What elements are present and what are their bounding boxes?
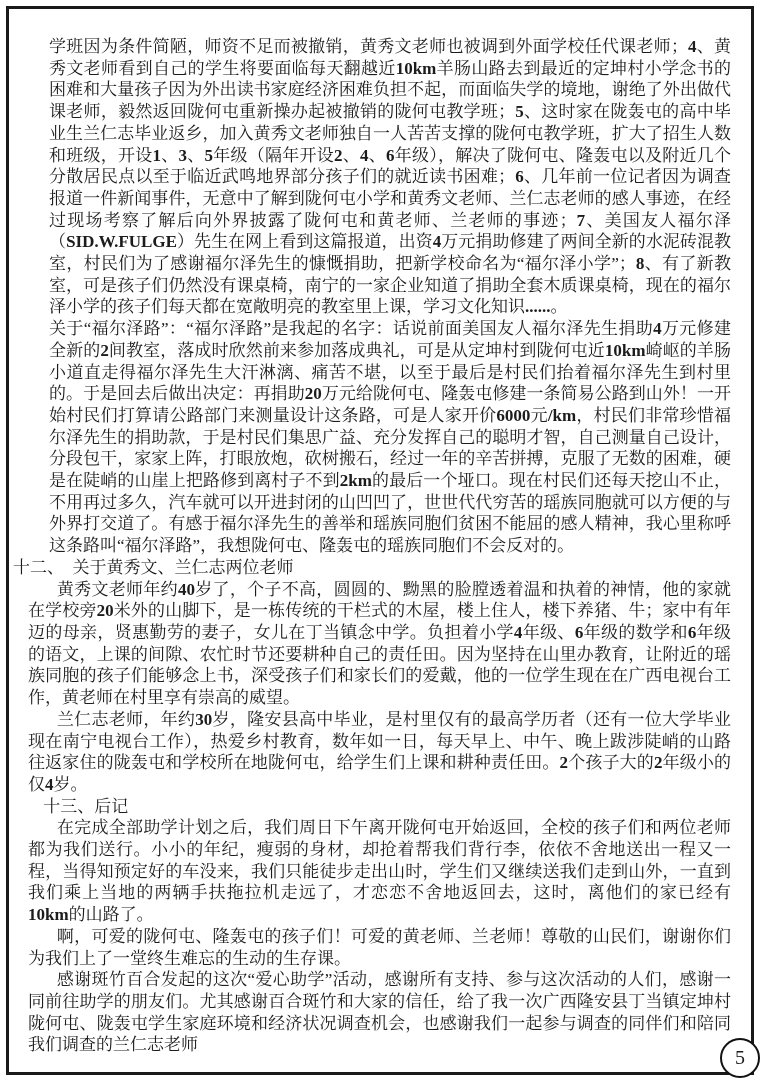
section-heading-two-teachers: 十二、 关于黄秀文、兰仁志两位老师 <box>13 557 294 577</box>
paragraph-continuation: 学班因为条件简陋，师资不足而被撤销，黄秀文老师也被调到外面学校任代课老师；4、黄秀文老师看到自己的学生将要面临每天翻越近10km羊肠山路去到最近的定坤村小学念书的困难和大量孩子因为外出读书家庭经济困难负担不起，而面临失学的境地，谢绝了外出做代课老师，毅然返回陇何屯重新操办起被撤销的陇何屯教学班；5、这时家在陇轰屯的高中毕业生兰仁志毕业返乡，加入黄秀文老师独自一人苦苦支撑的陇何屯教学班，扩大了招生人数和班级，开设1、3、5年级（隔年开设2、4、6年级），解决了陇何屯、隆轰屯以及附近几个分散居民点以至于临近武鸣地界部分孩子们的就近读书困难；6、几年前一位记者因为调查报道一件新闻事件，无意中了解到陇何屯小学和黄秀文老师、兰仁志老师的感人事迹，在经过现场考察了解后向外界披露了陇何屯和黄老师、兰老师的事迹；7、美国友人福尔泽（SID.W.FULGE）先生在网上看到这篇报道，出资4万元捐助修建了两间全新的水泥砖混教室，村民们为了感谢福尔泽先生的慷慨捐助，把新学校命名为“福尔泽小学”；8、有了新教室，可是孩子们仍然没有课桌椅，南宁的一家企业知道了捐助全套木质课桌椅，现在的福尔泽小学的孩子们每天都在宽敞明亮的教室里上课，学习文化知识......。 <box>49 37 732 317</box>
paragraph-teacher-lan: 兰仁志老师，年约30岁，隆安县高中毕业，是村里仅有的最高学历者（还有一位大学毕业现在南宁电视台工作），热爱乡村教育，数年如一日，每天早上、中午、晚上跋涉陡峭的山路往返家住的陇轰屯和学校所在地陇何屯，给学生们上课和耕种责任田。2个孩子大的2年级小的仅4岁。 <box>28 709 732 794</box>
paragraph-departure: 在完成全部助学计划之后，我们周日下午离开陇何屯开始返回，全校的孩子们和两位老师都为我们送行。小小的年纪，瘦弱的身材，却抢着帮我们背行李，依依不舍地送出一程又一程，当得知预定好的车没来，我们只能徒步走出山时，学生们又继续送我们走到山外，一直到我们乘上当地的两辆手扶拖拉机走远了，才恋恋不舍地返回去，这时，离他们的家已经有10km的山路了。 <box>28 818 731 925</box>
page-border <box>6 6 754 1075</box>
page-number: 5 <box>735 1046 745 1069</box>
paragraph-gratitude-children: 啊，可爱的陇何屯、隆轰屯的孩子们！可爱的黄老师、兰老师！尊敬的山民们，谢谢你们为我们上了一堂终生难忘的生动的生存课。 <box>28 926 731 968</box>
paragraph-fulge-road: 关于“福尔泽路”：“福尔泽路”是我起的名字：话说前面美国友人福尔泽先生捐助4万元修建全新的2间教室，落成时欣然前来参加落成典礼，可是从定坤村到陇何屯近10km崎岖的羊肠小道直走得福尔泽先生大汗淋漓、痛苦不堪，以至于最后是村民们抬着福尔泽先生到村里的。于是回去后做出决定：再捐助20万元给陇何屯、隆轰屯修建一条简易公路到山外！一开始村民们打算请公路部门来测量设计这条路，可是人家开价6000元/km，村民们非常珍惜福尔泽先生的捐助款，于是村民们集思广益、充分发挥自己的聪明才智，自己测量自己设计，分段包干，家家上阵，打眼放炮，砍树搬石，经过一年的辛苦拼搏，克服了无数的困难，硬是在陡峭的山崖上把路修到离村子不到2km的最后一个垭口。现在村民们还每天挖山不止，不用再过多久，汽车就可以开进封闭的山凹凹了，世世代代穷苦的瑶族同胞就可以方便的与外界打交道了。有感于福尔泽先生的善举和瑶族同胞们贫困不能屈的感人精神，我心里称呼这条路叫“福尔泽路”，我想陇何屯、隆轰屯的瑶族同胞们不会反对的。 <box>49 319 732 556</box>
page-number-badge <box>720 1038 760 1078</box>
page-content <box>9 9 751 1056</box>
section-heading-postscript: 十三、后记 <box>43 796 129 816</box>
paragraph-acknowledgements: 感谢斑竹百合发起的这次“爱心助学”活动，感谢所有支持、参与这次活动的人们，感谢一同前往助学的朋友们。尤其感谢百合斑竹和大家的信任，给了我一次广西隆安县丁当镇定坤村陇何屯、陇轰屯学生家庭环境和经济状况调查机会，也感谢我们一起参与调查的同伴们和陪同我们调查的兰仁志老师 <box>28 970 731 1055</box>
paragraph-teacher-huang: 黄秀文老师年约40岁了，个子不高，圆圆的、黝黑的脸膛透着温和执着的神情，他的家就在学校旁20米外的山脚下，是一栋传统的干栏式的木屋，楼上住人，楼下养猪、牛；家中有年迈的母亲，贤惠勤劳的妻子，女儿在丁当镇念中学。负担着小学4年级、6年级的数学和6年级的语文，上课的间隙、农忙时节还要耕种自己的责任田。因为坚持在山里办教育，让附近的瑶族同胞的孩子们能够念上书，深受孩子们和家长们的爱戴，他的一位学生现在在广西电视台工作，黄老师在村里享有崇高的威望。 <box>28 579 732 708</box>
